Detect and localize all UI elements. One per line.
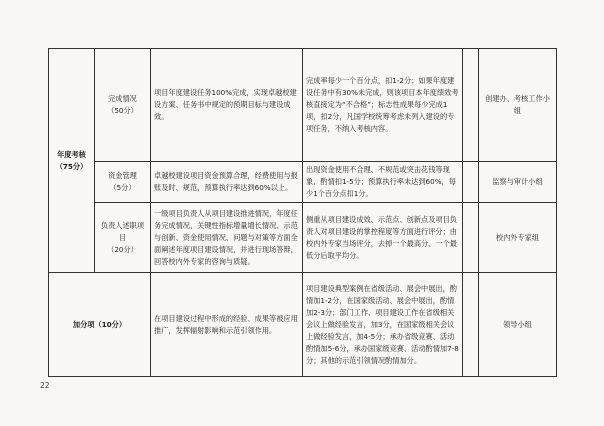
item-cell xyxy=(95,203,151,273)
item-score: （20分） xyxy=(107,244,138,254)
empty-cell xyxy=(463,203,479,273)
dept-cell: 创建办、考核工作小组 xyxy=(479,49,557,162)
standard-cell: 卓越校建设项目资金预算合理，经费使用与报账及时、规范，预算执行率达到60%以上。 xyxy=(151,162,303,203)
assessment-table xyxy=(48,48,557,377)
rule-cell: 项目建设典型案例在省级活动、展会中展出，酌情加1-2分，在国家级活动、展会中展出，酌情加2-3分；部门工作、项目建设工作在省级相关会议上做经验发言，加3分，在国家级相关会议上做经验发言，加4-5分；承办省级竞赛、活动酌情加5-6分，承办国家级竞赛、活动酌情加7-8分；其他的示范引领情况酌情加分。 xyxy=(303,273,463,377)
item-name: 完成情况 xyxy=(108,94,137,103)
table-row xyxy=(49,162,557,203)
table-row xyxy=(49,203,557,273)
item-cell xyxy=(95,49,151,162)
rule-cell: 完成率每少一个百分点，扣1-2分；如果年度建设任务中有30%未完成，则该项目本年度绩效考核直接定为“不合格”；标志性成果每少完成1项，扣2分，凡国学校统筹考虑未列入建设的专项任务，不纳入考核内容。 xyxy=(303,49,463,162)
empty-cell xyxy=(463,162,479,203)
table-row xyxy=(49,49,557,162)
bonus-category-cell: 加分项（10分） xyxy=(49,273,151,377)
dept-cell: 监察与审计小组 xyxy=(479,162,557,203)
standard-cell: 一级项目负责人从项目建设推进情况、年度任务完成情况、关键性指标增量增长情况、示范与创新、资金使用情况、问题与对策等方面全面阐述年度项目建设情况，并进行现场答辩，回答校内外专家的咨询与质疑。 xyxy=(151,203,303,273)
standard-cell: 项目年度建设任务100%完成，实现卓越校建设方案、任务书中规定的预期目标与建设成效。 xyxy=(151,49,303,162)
standard-cell: 在项目建设过程中形成的经验、成果等被应用推广，发挥辐射影响和示范引领作用。 xyxy=(151,273,303,377)
item-score: （50分） xyxy=(107,106,138,115)
rule-cell: 出现资金使用不合理、不规范或突击花钱等现象，酌情扣1-5分；预算执行率未达到60%，每少1个百分点扣1分。 xyxy=(303,162,463,203)
dept-cell: 领导小组 xyxy=(479,273,557,377)
category-cell xyxy=(49,49,95,273)
dept-cell: 校内外专家组 xyxy=(479,203,557,273)
item-score: （5分） xyxy=(109,183,136,192)
category-score: （75分） xyxy=(55,161,88,171)
item-cell xyxy=(95,162,151,203)
page-number: 22 xyxy=(40,381,50,390)
item-name: 负责人述职项目 xyxy=(100,220,145,242)
empty-cell xyxy=(463,49,479,162)
rule-cell: 侧重从项目建设成效、示范点、创新点及项目负责人对项目建设的掌控程度等方面进行评分；由校内外专家当场评分，去掉一个最高分、一个最低分后取平均分。 xyxy=(303,203,463,273)
category-name: 年度考核 xyxy=(57,149,86,159)
empty-cell xyxy=(463,273,479,377)
table-row xyxy=(49,273,557,377)
item-name: 资金管理 xyxy=(108,171,137,180)
